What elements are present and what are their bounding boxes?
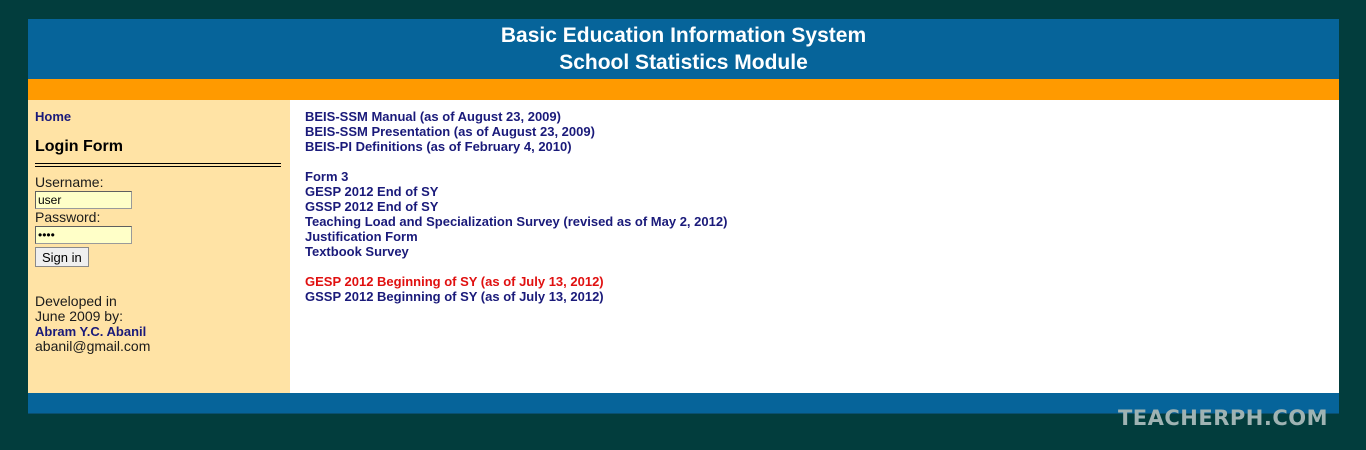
developer-credits bbox=[35, 294, 283, 354]
beginning-sy-links bbox=[305, 274, 1324, 304]
sign-in-button[interactable]: Sign in bbox=[35, 247, 89, 267]
spacer bbox=[305, 154, 1324, 169]
username-label: Username: bbox=[35, 174, 104, 190]
author-email: abanil@gmail.com bbox=[35, 338, 151, 354]
password-label: Password: bbox=[35, 209, 101, 225]
orange-divider-bar bbox=[28, 79, 1339, 100]
link-teaching-load-survey[interactable]: Teaching Load and Specialization Survey (revised as of May 2, 2012) bbox=[305, 214, 728, 229]
sidebar bbox=[28, 100, 290, 393]
spacer bbox=[305, 259, 1324, 274]
main-layout bbox=[28, 100, 1339, 393]
site-header bbox=[28, 19, 1339, 79]
author-name: Abram Y.C. Abanil bbox=[35, 324, 147, 339]
credits-line2: June 2009 by: bbox=[35, 308, 123, 324]
module-title: School Statistics Module bbox=[559, 51, 808, 74]
page-frame bbox=[28, 19, 1339, 414]
password-input[interactable] bbox=[35, 226, 132, 244]
credits-line1: Developed in bbox=[35, 293, 117, 309]
watermark-logo: TEACHERPH.COM bbox=[1117, 406, 1328, 430]
link-form-3[interactable]: Form 3 bbox=[305, 169, 349, 184]
link-textbook-survey[interactable]: Textbook Survey bbox=[305, 244, 409, 259]
forms-links bbox=[305, 169, 1324, 259]
home-link[interactable]: Home bbox=[35, 109, 72, 124]
content-area bbox=[290, 100, 1339, 393]
link-justification-form[interactable]: Justification Form bbox=[305, 229, 418, 244]
link-beis-ssm-presentation[interactable]: BEIS-SSM Presentation (as of August 23, 2009) bbox=[305, 124, 595, 139]
login-form-title: Login Form bbox=[35, 138, 123, 155]
link-gesp-end-of-sy[interactable]: GESP 2012 End of SY bbox=[305, 184, 439, 199]
link-gssp-end-of-sy[interactable]: GSSP 2012 End of SY bbox=[305, 199, 439, 214]
site-title: Basic Education Information System bbox=[500, 24, 867, 47]
username-input[interactable] bbox=[35, 191, 132, 209]
link-gesp-beginning-of-sy[interactable]: GESP 2012 Beginning of SY (as of July 13, 2012) bbox=[305, 274, 604, 289]
link-beis-ssm-manual[interactable]: BEIS-SSM Manual (as of August 23, 2009) bbox=[305, 109, 561, 124]
link-gssp-beginning-of-sy[interactable]: GSSP 2012 Beginning of SY (as of July 13, 2012) bbox=[305, 289, 604, 304]
documents-links bbox=[305, 109, 1324, 154]
login-divider bbox=[35, 163, 281, 167]
link-beis-pi-definitions[interactable]: BEIS-PI Definitions (as of February 4, 2010) bbox=[305, 139, 572, 154]
